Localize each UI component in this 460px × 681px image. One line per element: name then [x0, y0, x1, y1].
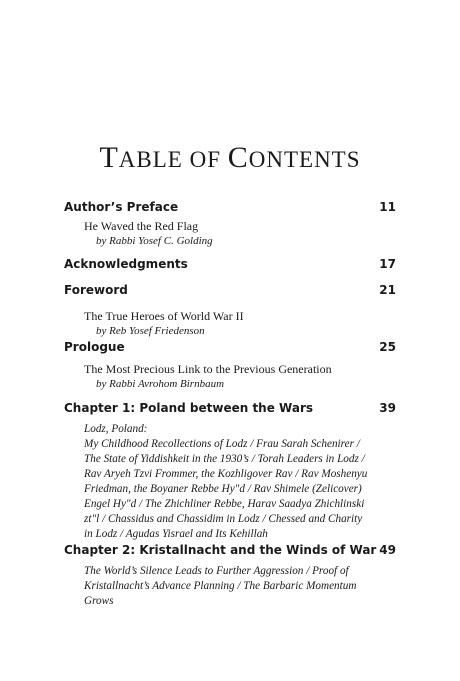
entry-description [84, 564, 390, 609]
entry-author: by Reb Yosef Friedenson [96, 325, 205, 337]
description-line: The State of Yiddishkeit in the 1930’s / Torah Leaders in Lodz / [84, 453, 365, 465]
description-line: My Childhood Recollections of Lodz / Frau Sarah Schenirer / [84, 438, 360, 450]
title-initial-1: T [99, 141, 119, 174]
entry-page-number: 17 [379, 257, 396, 271]
toc-entry-authors-preface[interactable] [64, 198, 396, 249]
description-line: Friedman, the Boyaner Rebbe Hy"d / Rav Shimele (Zelicover) [84, 483, 362, 495]
entry-description [84, 422, 390, 542]
entry-page-number: 49 [379, 543, 396, 557]
entry-page-number: 11 [379, 200, 396, 214]
description-line: zt"l / Chassidus and Chassidim in Lodz / Chessed and Charity [84, 513, 363, 525]
entry-author: by Rabbi Avrohom Birnbaum [96, 378, 225, 390]
description-line: Engel Hy"d / The Zhichliner Rebbe, Harav Saadya Zhichlinski [84, 498, 365, 510]
entry-author: by Rabbi Yosef C. Golding [96, 235, 213, 247]
title-part-2: ONTENTS [248, 147, 361, 172]
entry-page-number: 39 [379, 401, 396, 415]
description-line: Rav Aryeh Tzvi Frommer, the Kozhligover Rav / Rav Moshenyu [84, 468, 368, 480]
entry-heading[interactable]: Acknowledgments [64, 257, 188, 271]
entry-subtitle: The Most Precious Link to the Previous Generation [84, 362, 332, 376]
entry-heading[interactable]: Foreword [64, 283, 128, 297]
toc-entry-foreword[interactable] [64, 281, 396, 339]
title-initial-2: C [227, 141, 249, 174]
description-line: Grows [84, 595, 114, 607]
toc-entry-prologue[interactable] [64, 338, 396, 392]
entry-subtitle: He Waved the Red Flag [84, 219, 199, 233]
description-line: in Lodz / Agudas Yisrael and Its Kehillah [84, 528, 268, 540]
entry-heading[interactable]: Chapter 1: Poland between the Wars [64, 401, 314, 415]
title-part-1: ABLE OF [118, 147, 228, 172]
description-line: Lodz, Poland: [84, 423, 148, 435]
toc-entry-chapter-2[interactable] [64, 541, 396, 609]
description-line: The World’s Silence Leads to Further Aggression / Proof of [84, 565, 349, 577]
entry-page-number: 25 [379, 340, 396, 354]
entry-page-number: 21 [379, 283, 396, 297]
description-line: Kristallnacht’s Advance Planning / The Barbaric Momentum [84, 580, 357, 592]
entry-subtitle: The True Heroes of World War II [84, 309, 244, 323]
page-title [0, 143, 460, 173]
toc-entry-acknowledgments[interactable] [64, 255, 396, 273]
toc-entry-chapter-1[interactable] [64, 399, 396, 542]
entry-heading[interactable]: Prologue [64, 340, 125, 354]
entry-heading[interactable]: Author’s Preface [64, 200, 179, 214]
entry-heading[interactable]: Chapter 2: Kristallnacht and the Winds of War [64, 543, 377, 557]
